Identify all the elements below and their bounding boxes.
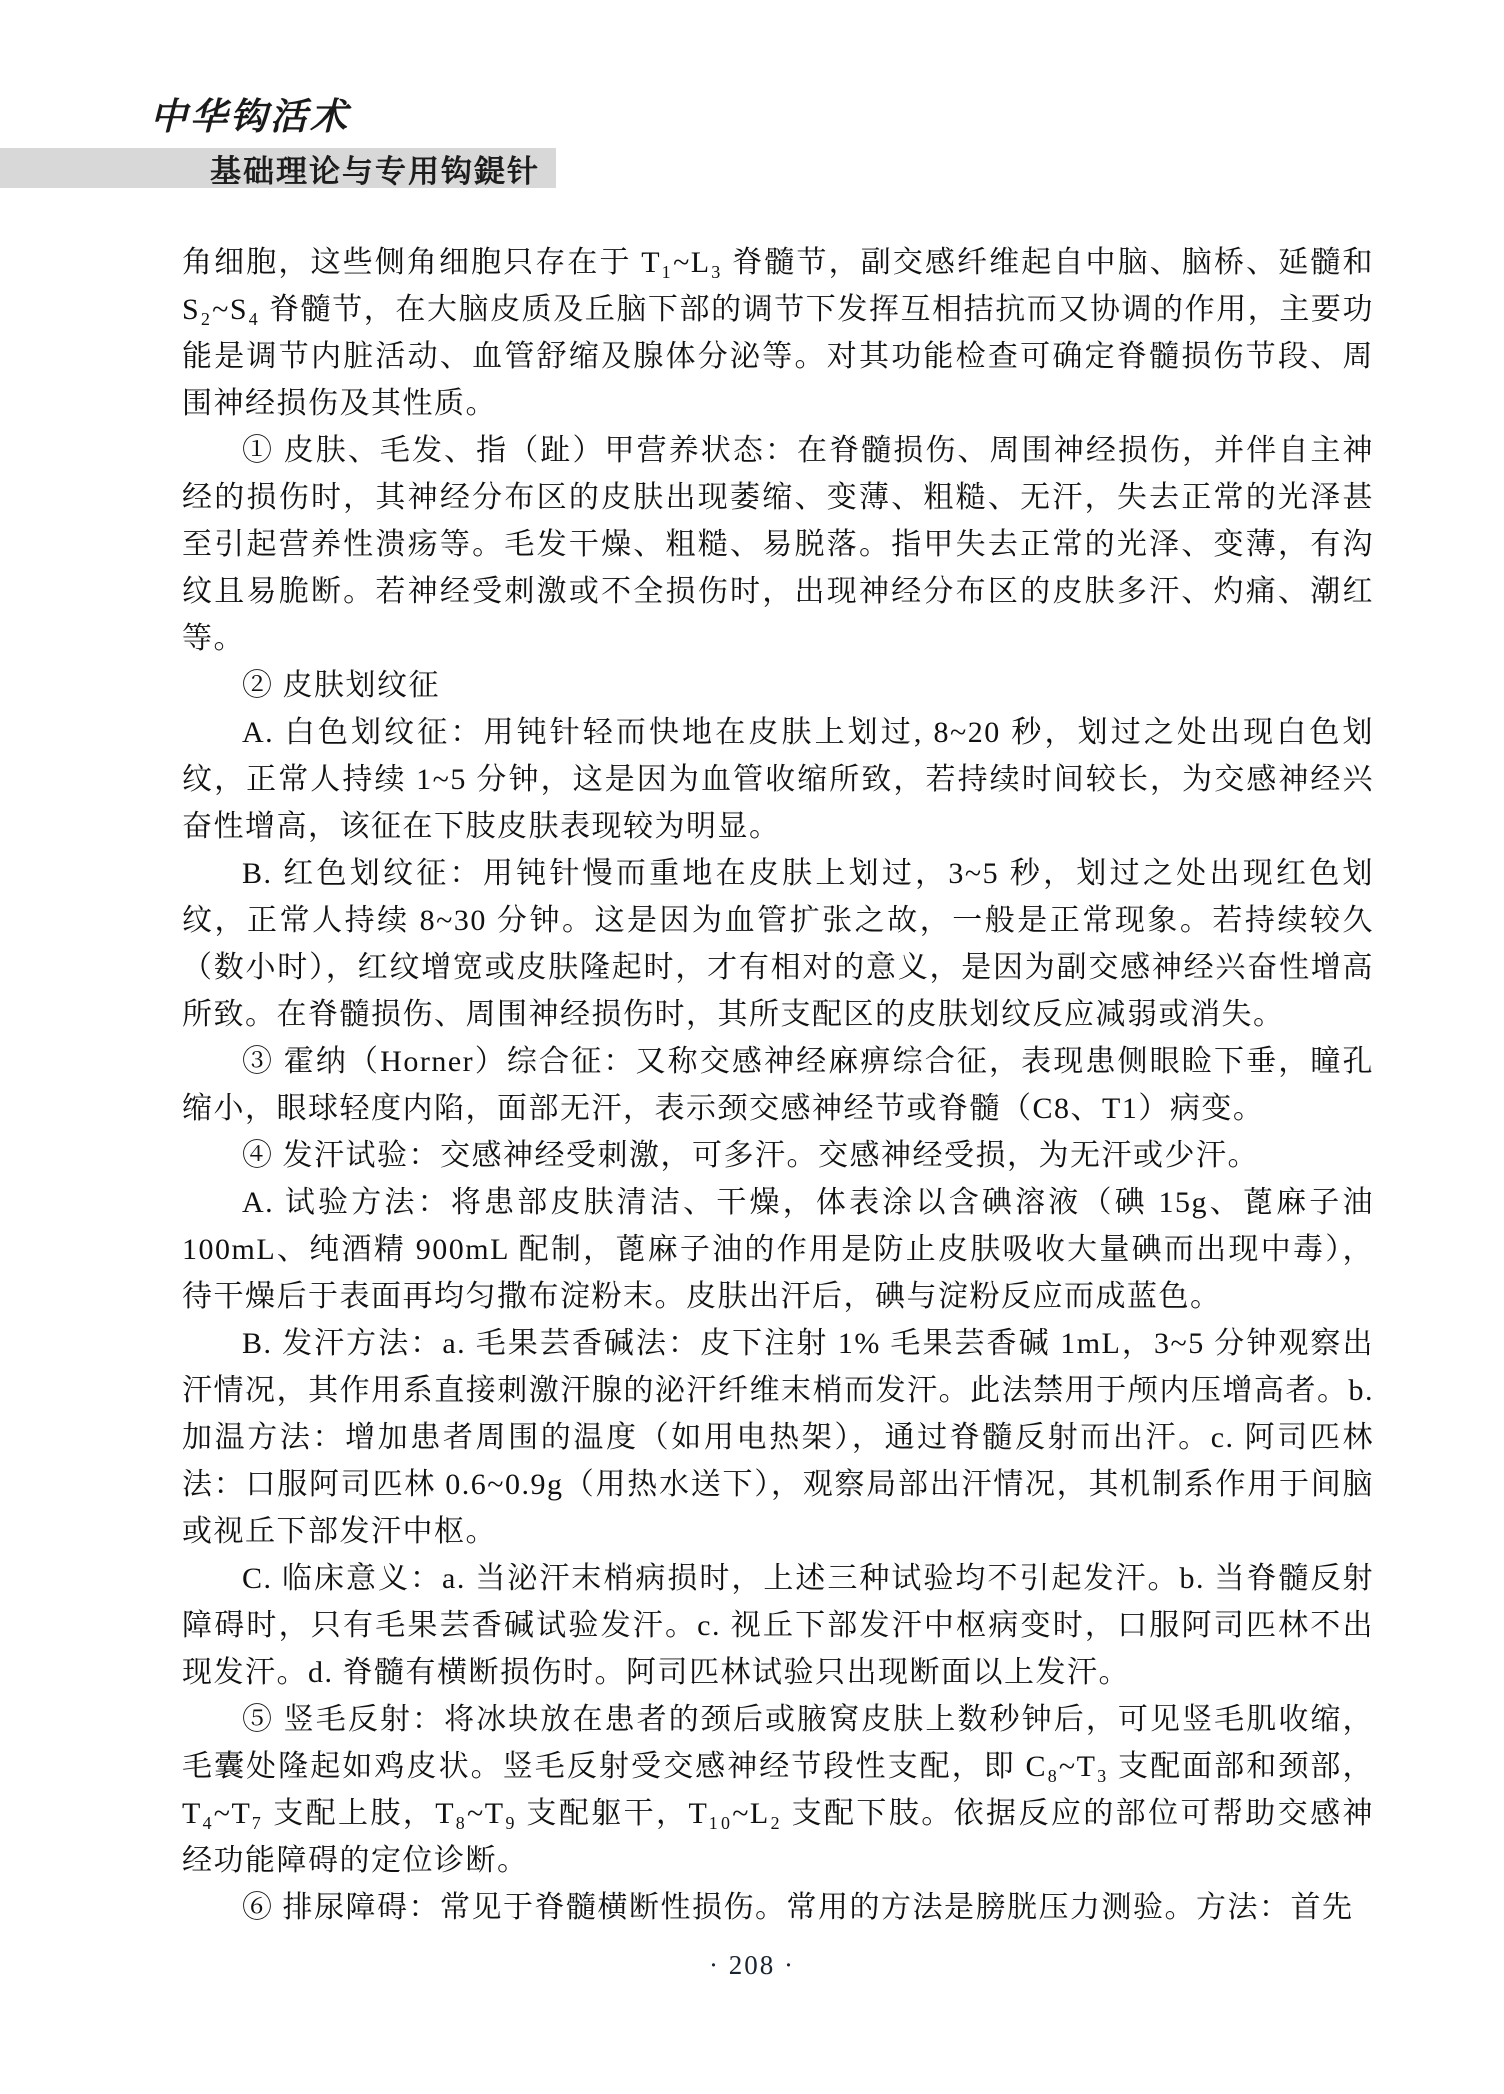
section-title: 基础理论与专用钩鍉针 [210,153,540,189]
paragraph: C. 临床意义：a. 当泌汗末梢病损时，上述三种试验均不引起发汗。b. 当脊髓反射障碍时，只有毛果芸香碱试验发汗。c. 视丘下部发汗中枢病变时，口服阿司匹林不出现发汗。d. 脊髓有横断损伤时。阿司匹林试验只出现断面以上发汗。 [182,1562,1374,1689]
page-number: · 208 · [709,1950,795,1980]
paragraph: A. 试验方法：将患部皮肤清洁、干燥，体表涂以含碘溶液（碘 15g、蓖麻子油 100mL、纯酒精 900mL 配制，蓖麻子油的作用是防止皮肤吸收大量碘而出现中毒），待干燥后于表面再均匀撒布淀粉末。皮肤出汗后，碘与淀粉反应而成蓝色。 [182,1186,1374,1313]
paragraph: ⑥ 排尿障碍：常见于脊髓横断性损伤。常用的方法是膀胱压力测验。方法：首先 [242,1891,1354,1924]
brand-calligraphy-title: 中华钩活术 [150,97,350,138]
paragraph: ① 皮肤、毛发、指（趾）甲营养状态：在脊髓损伤、周围神经损伤，并伴自主神经的损伤时，其神经分布区的皮肤出现萎缩、变薄、粗糙、无汗，失去正常的光泽甚至引起营养性溃疡等。毛发干燥、粗糙、易脱落。指甲失去正常的光泽、变薄，有沟纹且易脆断。若神经受刺激或不全损伤时，出现神经分布区的皮肤多汗、灼痛、潮红等。 [182,434,1374,655]
paragraph: ⑤ 竖毛反射：将冰块放在患者的颈后或腋窝皮肤上数秒钟后，可见竖毛肌收缩，毛囊处隆起如鸡皮状。竖毛反射受交感神经节段性支配，即 C₈~T₃ 支配面部和颈部，T₄~T₇ 支配上肢，T₈~T₉ 支配躯干，T₁₀~L₂ 支配下肢。依据反应的部位可帮助交感神经功能障碍的定位诊断。 [182,1703,1374,1877]
paragraph: ③ 霍纳（Horner）综合征：又称交感神经麻痹综合征，表现患侧眼睑下垂，瞳孔缩小，眼球轻度内陷，面部无汗，表示颈交感神经节或脊髓（C8、T1）病变。 [182,1045,1374,1125]
paragraph: B. 红色划纹征：用钝针慢而重地在皮肤上划过，3~5 秒，划过之处出现红色划纹，正常人持续 8~30 分钟。这是因为血管扩张之故，一般是正常现象。若持续较久（数小时），红纹增宽或皮肤隆起时，才有相对的意义，是因为副交感神经兴奋性增高所致。在脊髓损伤、周围神经损伤时，其所支配区的皮肤划纹反应减弱或消失。 [182,857,1374,1031]
section-header-bar [0,148,556,188]
paragraph: A. 白色划纹征：用钝针轻而快地在皮肤上划过, 8~20 秒，划过之处出现白色划纹，正常人持续 1~5 分钟，这是因为血管收缩所致，若持续时间较长，为交感神经兴奋性增高，该征在下肢皮肤表现较为明显。 [182,716,1374,843]
paragraph: ② 皮肤划纹征 [242,669,440,702]
paragraph: ④ 发汗试验：交感神经受刺激，可多汗。交感神经受损，为无汗或少汗。 [242,1139,1259,1172]
paragraph: 角细胞，这些侧角细胞只存在于 T₁~L₃ 脊髓节，副交感纤维起自中脑、脑桥、延髓和 S₂~S₄ 脊髓节，在大脑皮质及丘脑下部的调节下发挥互相拮抗而又协调的作用，主要功能是调节内脏活动、血管舒缩及腺体分泌等。对其功能检查可确定脊髓损伤节段、周围神经损伤及其性质。 [182,246,1374,420]
paragraph: B. 发汗方法：a. 毛果芸香碱法：皮下注射 1% 毛果芸香碱 1mL，3~5 分钟观察出汗情况，其作用系直接刺激汗腺的泌汗纤维末梢而发汗。此法禁用于颅内压增高者。b. 加温方法：增加患者周围的温度（如用电热架），通过脊髓反射而出汗。c. 阿司匹林法：口服阿司匹林 0.6~0.9g（用热水送下），观察局部出汗情况，其机制系作用于间脑或视丘下部发汗中枢。 [182,1327,1374,1548]
body-text [182,239,1374,1931]
